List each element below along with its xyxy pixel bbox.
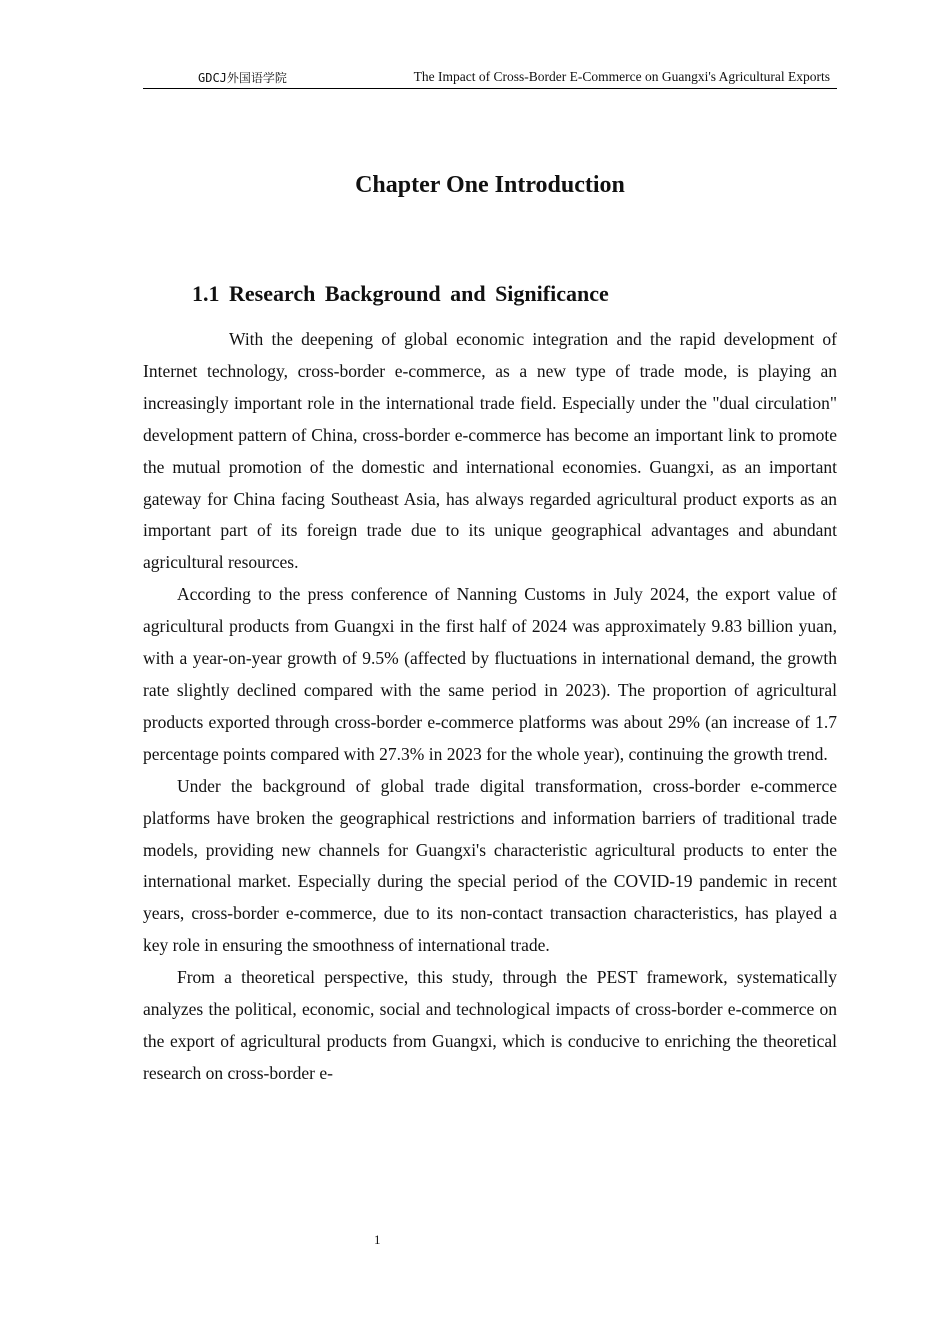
- paragraph: With the deepening of global economic integration and the rapid development of Internet technology, cross-border e-commerce, as a new type of trade mode, is playing an increasingly important role in the international trade field. Especially under the "dual circulation" development pattern of China, cross-border e-commerce has become an important link to promote the mutual promotion of the domestic and international economies. Guangxi, as an important gateway for China facing Southeast Asia, has always regarded agricultural product exports as an important part of its foreign trade due to its unique geographical advantages and abundant agricultural resources.: [143, 329, 837, 573]
- section-body: [143, 324, 837, 1090]
- chapter-title: Chapter One Introduction: [355, 172, 625, 198]
- section-heading: 1.1 Research Background and Significance: [192, 281, 609, 306]
- header-document-title: The Impact of Cross-Border E-Commerce on Guangxi's Agricultural Exports: [413, 69, 830, 84]
- paragraph: From a theoretical perspective, this study, through the PEST framework, systematically analyzes the political, economic, social and technological impacts of cross-border e-commerce on the export of agricultural products from Guangxi, which is conducive to enriching the theoretical research on cross-border e-: [143, 967, 837, 1083]
- page-number: 1: [374, 1232, 381, 1247]
- paragraph: According to the press conference of Nanning Customs in July 2024, the export value of agricultural products from Guangxi in the first half of 2024 was approximately 9.83 billion yuan, with a year-on-year growth of 9.5% (affected by fluctuations in international demand, the growth rate slightly declined compared with the same period in 2023). The proportion of agricultural products exported through cross-border e-commerce platforms was about 29% (an increase of 1.7 percentage points compared with 27.3% in 2023 for the whole year), continuing the growth trend.: [143, 584, 837, 764]
- header-institution: GDCJ外国语学院: [198, 71, 287, 85]
- paragraph: Under the background of global trade digital transformation, cross-border e-commerce platforms have broken the geographical restrictions and information barriers of traditional trade models, providing new channels for Guangxi's characteristic agricultural products to enter the international market. Especially during the special period of the COVID-19 pandemic in recent years, cross-border e-commerce, due to its non-contact transaction characteristics, has played a key role in ensuring the smoothness of international trade.: [143, 775, 837, 956]
- page-header: [143, 66, 837, 89]
